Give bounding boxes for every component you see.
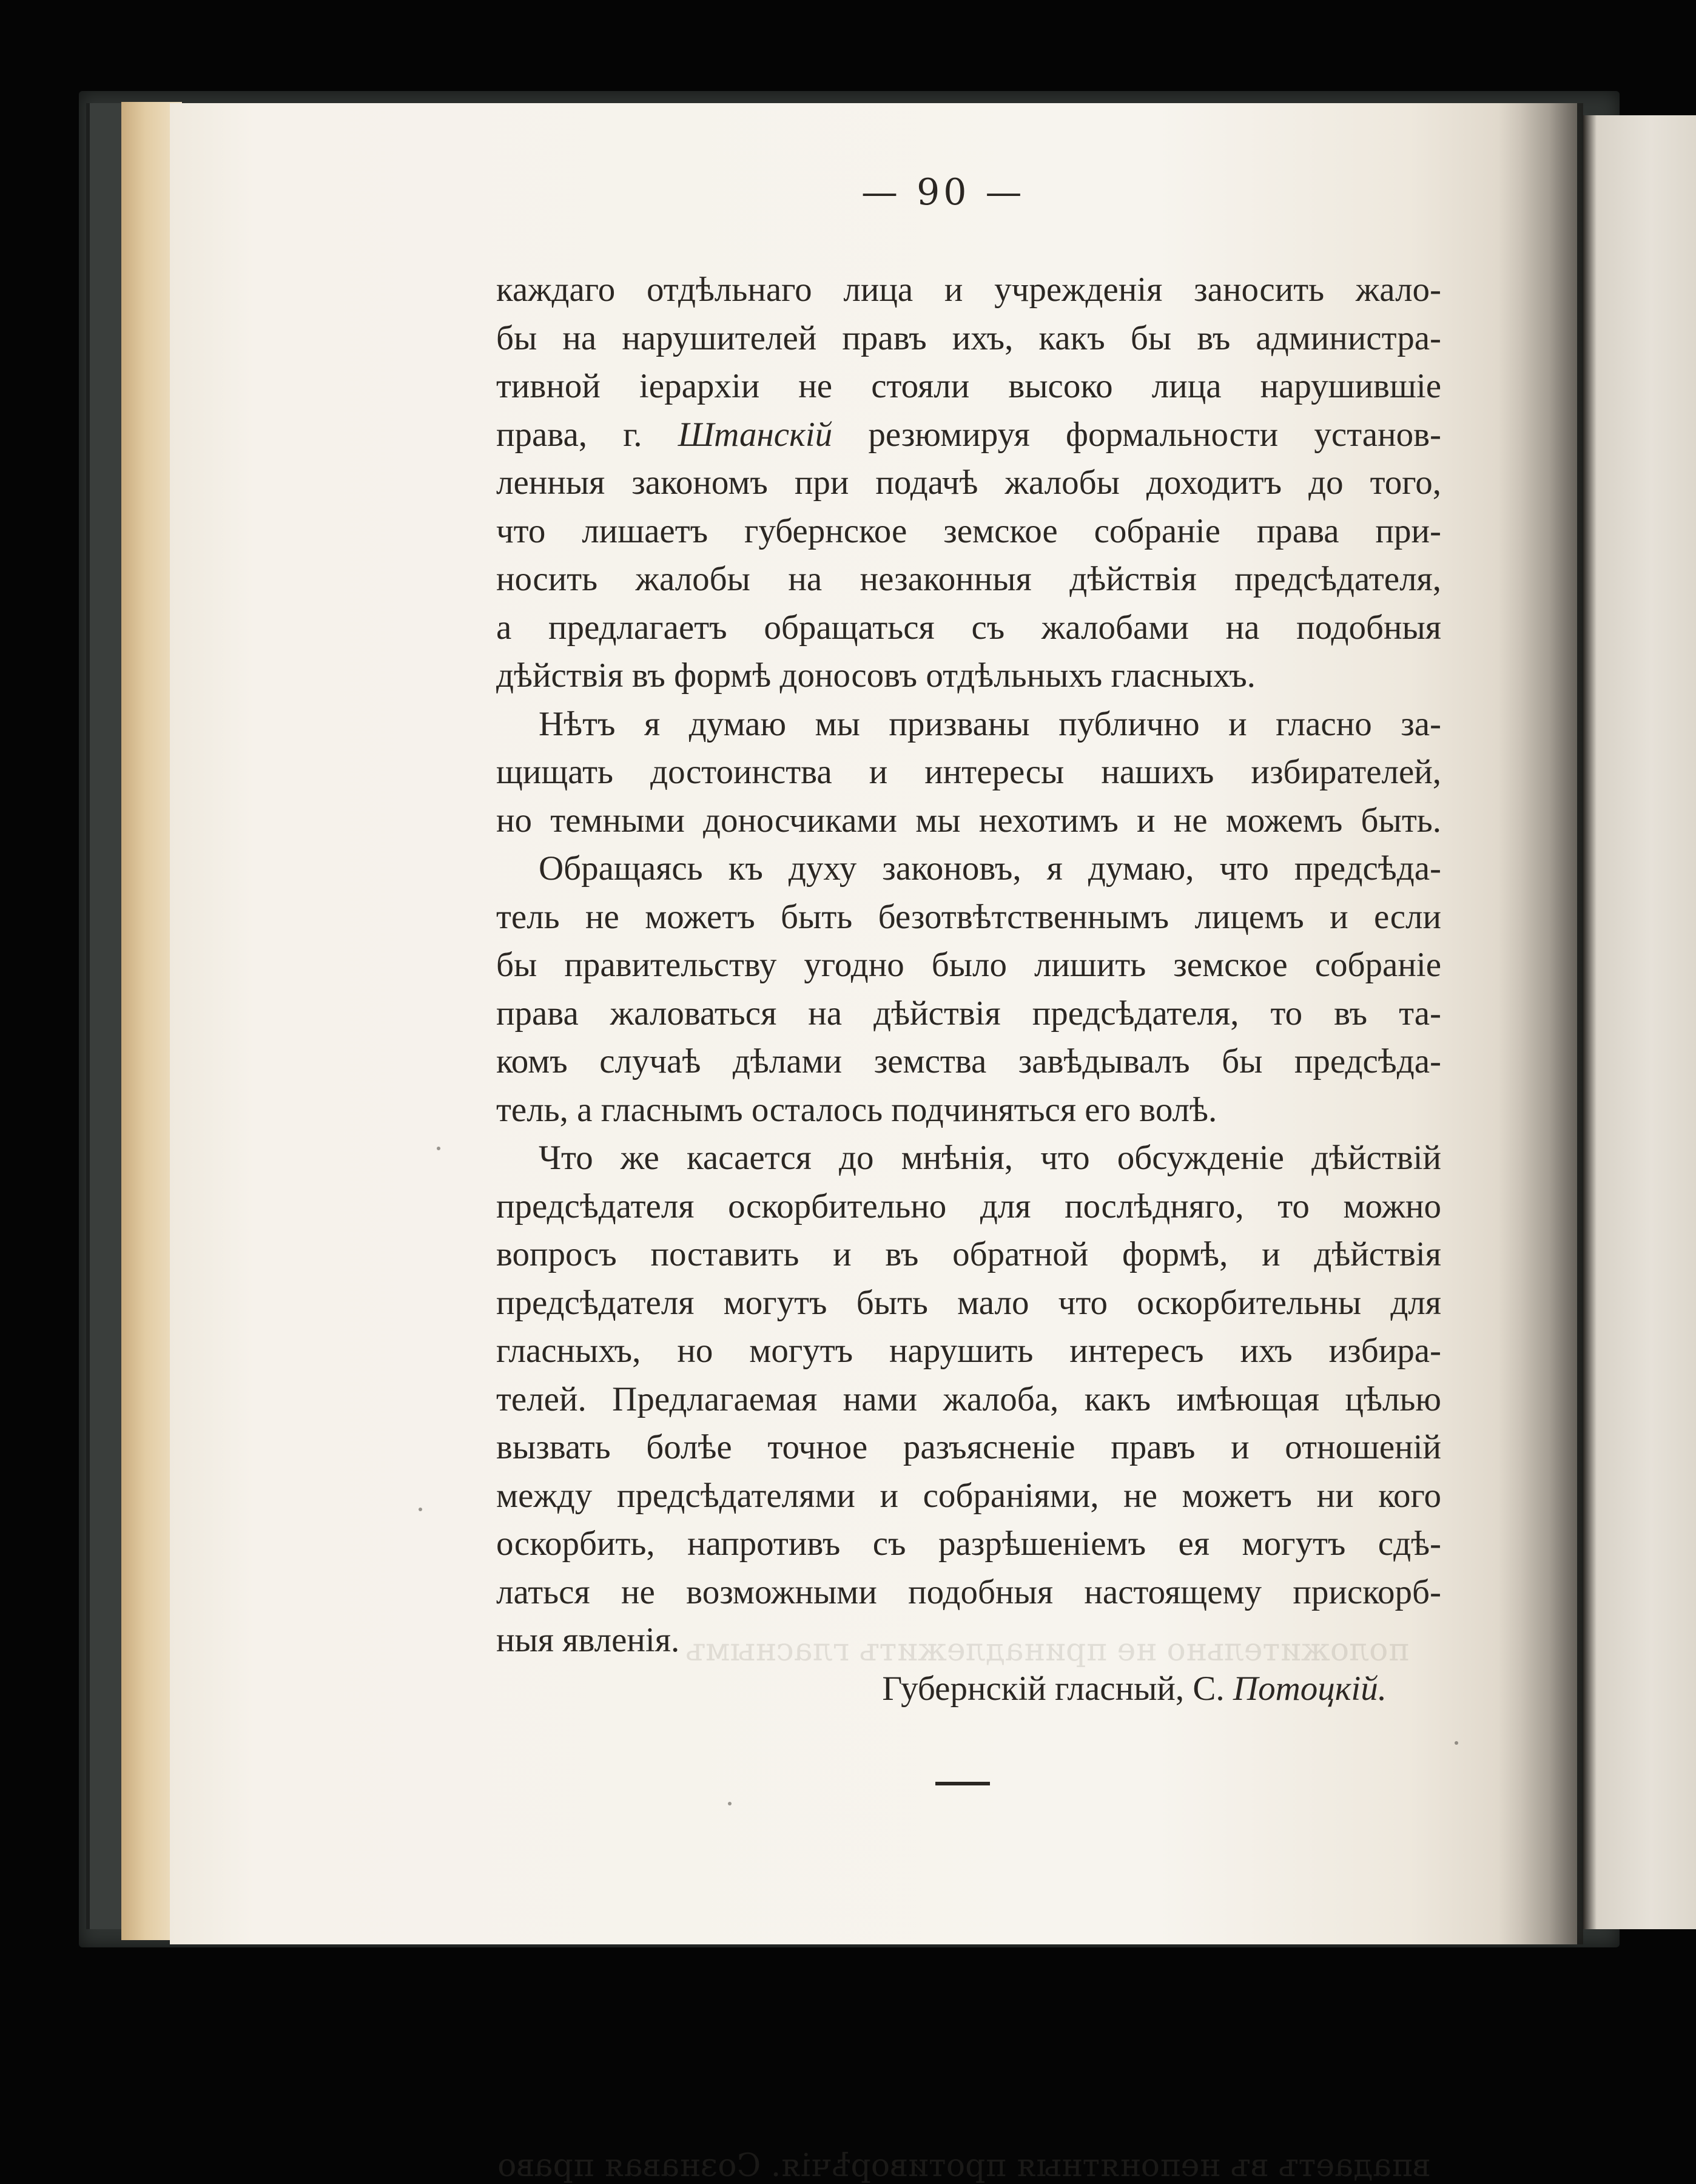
text-line: тивной іерархіи не стояли высоко лица нарушившіе — [496, 367, 1441, 405]
text-line: Нѣтъ я думаю мы призваны публично и гласно за- — [539, 704, 1441, 743]
bleed-through-text-2: впадаетъ въ непонятныя противорѣчія. Сознавая право — [497, 2148, 1431, 2184]
paper-speck — [1455, 1741, 1458, 1745]
paper-speck — [437, 1147, 440, 1150]
closing-rule — [935, 1782, 990, 1785]
body-text — [496, 266, 1441, 1713]
facing-page-edge — [1583, 115, 1696, 1929]
text-line: оскорбить, напротивъ съ разрѣшеніемъ ея могутъ сдѣ- — [496, 1525, 1441, 1563]
text-line: права жаловаться на дѣйствія предсѣдателя, то въ та- — [496, 994, 1441, 1033]
text-line: носить жалобы на незаконныя дѣйствія предсѣдателя, — [496, 560, 1441, 598]
text-line: вызвать болѣе точное разъясненіе правъ и отношеній — [496, 1428, 1441, 1466]
text-line: Обращаясь къ духу законовъ, я думаю, что предсѣда- — [539, 849, 1441, 888]
person-name-italic: Штанскій — [678, 415, 833, 454]
text-line: гласныхъ, но могутъ нарушить интересъ ихъ избира- — [496, 1332, 1441, 1370]
text-line-end: резюмируя формальности установ- — [832, 415, 1442, 454]
text-line: что лишаетъ губернское земское собраніе права при- — [496, 511, 1441, 550]
text-line: тель не можетъ быть безотвѣтственнымъ лицемъ и если — [496, 897, 1441, 936]
text-line: тель, а гласнымъ осталось подчиняться его волѣ. — [496, 1090, 1217, 1129]
text-line: а предлагаетъ обращаться съ жалобами на подобныя — [496, 608, 1441, 647]
gutter-shadow — [1498, 103, 1583, 1944]
paper-speck — [419, 1508, 422, 1511]
text-line: комъ случаѣ дѣлами земства завѣдывалъ бы предсѣда- — [496, 1042, 1441, 1080]
text-line: вопросъ поставить и въ обратной формѣ, и дѣйствія — [496, 1235, 1441, 1273]
signature-name-italic: Потоцкій. — [1233, 1669, 1387, 1708]
text-line: Что же касается до мнѣнія, что обсужденіе дѣйствій — [539, 1139, 1441, 1177]
text-line: предсѣдателя могутъ быть мало что оскорбительны для — [496, 1283, 1441, 1322]
text-line: ныя явленія. — [496, 1621, 680, 1659]
bleed-through-text-1: положительно не принадлежитъ гласнымъ — [685, 1632, 1410, 1668]
signature-title: Губернскій гласный, С. — [882, 1669, 1233, 1708]
text-line: бы правительству угодно было лишить земское собраніе — [496, 946, 1441, 984]
text-line: щищать достоинства и интересы нашихъ избирателей, — [496, 753, 1441, 791]
text-line: но темными доносчиками мы нехотимъ и не можемъ быть. — [496, 801, 1441, 840]
text-line: телей. Предлагаемая нами жалоба, какъ имѣющая цѣлью — [496, 1380, 1441, 1418]
page-number: — 90 — — [861, 171, 1026, 214]
text-line: ленныя закономъ при подачѣ жалобы доходитъ до того, — [496, 463, 1441, 502]
text-line: дѣйствія въ формѣ доносовъ отдѣльныхъ гласныхъ. — [496, 656, 1256, 695]
signature-line — [496, 1665, 1441, 1713]
text-line: предсѣдателя оскорбительно для послѣдняго, то можно — [496, 1187, 1441, 1225]
text-line: между предсѣдателями и собраніями, не можетъ ни кого — [496, 1476, 1441, 1515]
text-line: латься не возможными подобныя настоящему прискорб- — [496, 1572, 1441, 1611]
text-line-start: права, г. — [496, 415, 678, 454]
text-line — [496, 411, 1441, 459]
text-line: каждаго отдѣльнаго лица и учрежденія заносить жало- — [496, 271, 1441, 309]
text-line: бы на нарушителей правъ ихъ, какъ бы въ администра- — [496, 318, 1441, 357]
paper-speck — [728, 1802, 732, 1805]
